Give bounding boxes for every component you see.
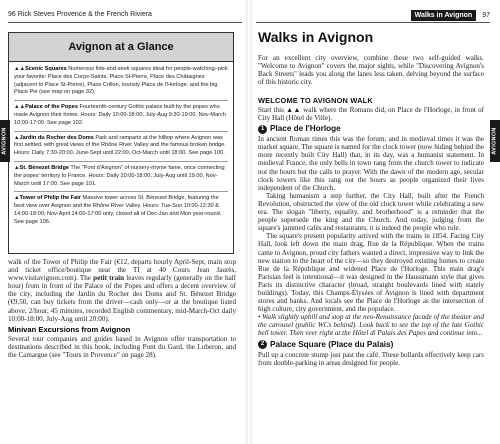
left-paragraph: Several tour companies and guides based in Avignon offer transportation to destinations described in this book, including Pont du Gard, the Luberon, and the Camargue (see "Tours in Provence" on page 28). — [8, 334, 236, 359]
petit-train-highlight: petit train — [93, 274, 125, 283]
left-folio-rule — [8, 22, 242, 23]
walk-body — [258, 106, 484, 367]
glance-entry-text: The "Pont d'Avignon" of nursery-rhyme fame, once connecting the popes' territory to France. Hours: Daily 10:00-18:00, July-Aug until 19:00, Nov-March until 17:00. See page 101. — [14, 164, 225, 187]
star-rating: ▲▲ — [14, 66, 26, 72]
left-paragraph-text: walk of the Tower of Philip the Fair (€12, departs hourly April-Sept, main stop and ticket office/boutique near the TI at 40 Cours Jean Jaurès, www.visitavignon.com). The petit train leaves regularly (generally on the half hour) from in front of the Palace of the Popes and offers a decent overview of the city, including the Jardin du Rocher des Doms and St. Bénezet Bridge (€9.50, can buy tickets from the driver—cash only—or at the boutique listed above, 2/hour, 45 minutes, recorded English commentary, mid-March-Oct daily 10:00-18:00, July-Aug until 20:00). — [8, 258, 236, 323]
stop-paragraph: Pull up a concrete stump just past the café. These bollards effectively keep cars from double-parking in areas designed for people. — [258, 350, 484, 367]
star-rating: ▲ — [14, 164, 20, 171]
glance-entry — [14, 165, 228, 192]
star-rating: ▲ — [14, 195, 20, 202]
stop-number-badge: 1 — [258, 125, 267, 134]
section-title: Walks in Avignon — [258, 29, 374, 45]
glance-entry-text: Numerous fide-and-seek squares ideal for people-watching–pick your favorite: Place des Corps-Saints, Place St-Pierre, Place des Châtaignes (adjacent to Place St-Pierre), Place Crillon, touristy Place de l'Horloge, and the big Place Pie (see map on page 92). — [14, 66, 228, 96]
glance-entry-name: Jardin du Rocher des Doms — [19, 134, 94, 141]
right-page-number: 97 — [482, 12, 490, 19]
left-page — [0, 0, 246, 444]
walk-heading: WELCOME TO AVIGNON WALK — [258, 96, 373, 105]
glance-entry-name: Palace of the Popes — [25, 104, 78, 111]
stop-title: Place de l'Horloge — [270, 124, 341, 134]
left-paragraph — [8, 258, 236, 323]
right-folio — [411, 10, 490, 21]
glance-entry-text: Fourteenth-century Gothic palace built by the popes who made Avignon their home. Hours: Daily 10:00-18:00, July-Aug 9:30-19:00, Nov-March 10:00-17:00. See page 102. — [14, 104, 226, 126]
stop-title: Palace Square (Place du Palais) — [270, 339, 394, 349]
walks-intro — [258, 54, 484, 86]
left-chapter-tab-label: AVIGNON — [2, 127, 8, 155]
left-body-text — [8, 258, 236, 359]
walk-direction-note: • Walk slightly uphill and stop at the neo-Renaissance facade of the theater and the carousel (public WCs behind). Look back to see the top of the late Gothic bell tower. Then veer right at the Hôtel di Palais des Papes and continue into... — [258, 313, 484, 338]
minivan-excursions-heading: Minivan Excursions from Avignon — [8, 324, 131, 334]
right-chapter-tab-label: AVIGNON — [492, 127, 498, 155]
glance-entry-name: St. Bénezet Bridge — [19, 164, 69, 171]
walks-intro-paragraph: For an excellent city overview, combine these two self-guided walks. "Welcome to Avignon" covers the major sights, while "Discovering Avignon's Back Streets" leads you along the lanes less taken, delving beyond the surface of this historic city. — [258, 54, 484, 87]
stop-heading — [258, 340, 484, 350]
walk-intro-paragraph: Start this ▲▲ walk where the Romans did, on Place de l'Horloge, in front of City Hall (Hôtel de Ville). — [258, 106, 484, 123]
right-chapter-label: Walks in Avignon — [411, 10, 477, 21]
glance-entry-name: Tower of Philip the Fair — [19, 195, 81, 202]
stop-paragraph: The square's present popularity arrived with the trains in 1854. Facing City Hall, look left down the main drag, Rue de la République. When the trains came to Avignon, proud city fathers wanted a direct, impressive way to link the new station to the heart of the city—so they destroyed existing homes to create Rue de la République and widened Place de l'Horloge. This main drag's Parisian feel is intentional—it was designed in the Haussmann style that gives Paris its distinctive character (broad, straight boulevards lined with stately buildings). Today, this Champs-Élysées of Avignon is lined with department stores and banks. And locals see the Place de l'Horloge as the intersection of high culture, city government, and the populace. — [258, 232, 484, 314]
stop-heading — [258, 124, 484, 134]
at-a-glance-title: Avignon at a Glance — [9, 33, 233, 62]
glance-entry-text: Park and ramparts at the hilltop where Avignon was first settled, with great views of the Rhône River Valley and the famous broken bridge. Hours: Daily 7:30-20:00, June-Sept until 22:00, Oct-March until 18:00. See page 100. — [14, 134, 226, 157]
stop-number-badge: 2 — [258, 340, 267, 349]
at-a-glance-list — [9, 62, 233, 230]
right-folio-rule — [256, 22, 490, 23]
stop-paragraph: In ancient Roman times this was the forum, and in medieval times it was the market square. The square is named for the clock tower (now hiding behind the more recently built City Hall) that, in its day, was a humanist statement. In medieval France, the only bells in town rang from the church tower to indicate not the hours but the calls to prayer. With the dawn of the modern age, secular clock towers like this rang out the hours as people organized their lives independent of the Church. — [258, 135, 484, 192]
star-rating: ▲ — [14, 134, 20, 141]
star-rating: ▲▲ — [14, 104, 26, 111]
glance-entry-name: Scenic Squares — [25, 66, 67, 72]
glance-entry — [14, 135, 228, 162]
glance-entry — [14, 104, 228, 131]
glance-entry — [14, 195, 228, 229]
stop-paragraph: Taking humanism a step further, the City Hall, built after the French Revolution, obstructed the view of the old clock tower while celebrating a new era. The slogan "liberty, equality, and brotherhood" is a reminder that the people supersede the king and the Church. And today, judging from the square's jammed cafés and restaurants, it is indeed the people who rule. — [258, 191, 484, 233]
right-page — [252, 0, 500, 444]
glance-entry-text: Massive tower across St. Bénezet Bridge, featuring the best view over Avignon and the Rhône River Valley. Hours: Tue-Sun 10:00-12:30 & 14:00-18:00; Nov-April 14:00-17:00 only, closed all of Dec-Jan and Mon year-round. See page 106. — [14, 195, 222, 225]
left-folio: 96 Rick Steves Provence & the French Riviera — [8, 11, 152, 18]
left-chapter-tab — [0, 120, 10, 162]
glance-entry — [14, 66, 228, 101]
right-chapter-tab — [490, 120, 500, 162]
at-a-glance-box — [8, 32, 234, 254]
